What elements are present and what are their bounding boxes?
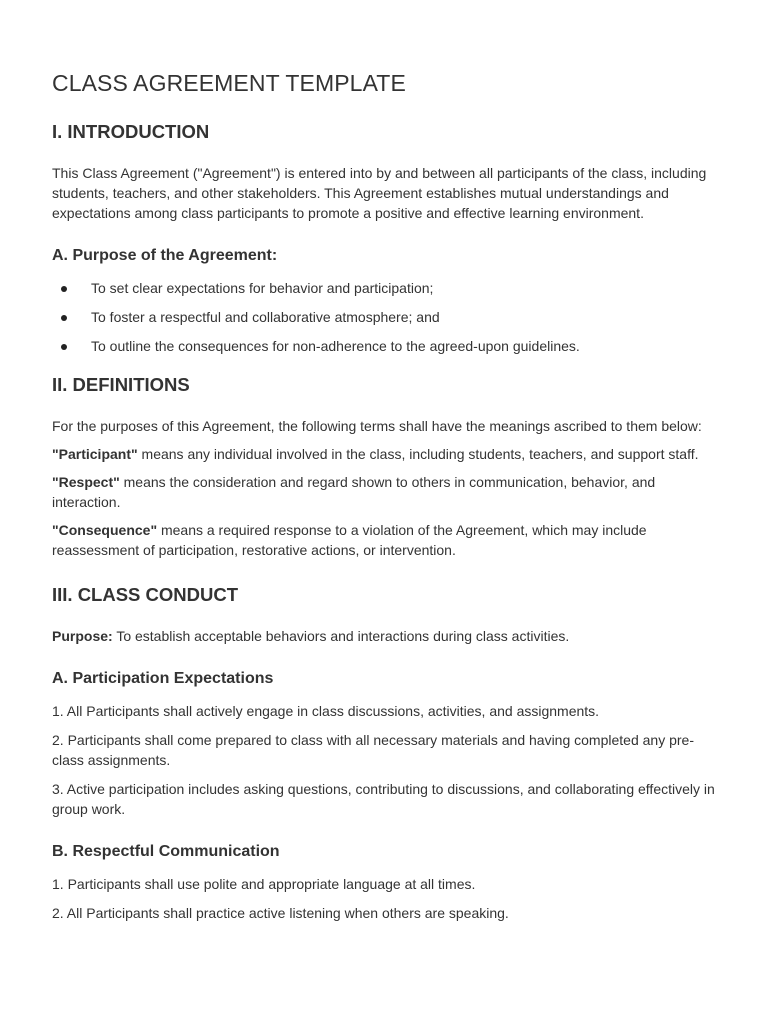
definition-text: means a required response to a violation of the Agreement, which may include reassessment of participation, restorative actions, or intervention. [52, 522, 647, 558]
list-item-text: To set clear expectations for behavior and participation; [91, 280, 434, 296]
respectful-communication-heading: B. Respectful Communication [52, 843, 280, 860]
numbered-item: 2. Participants shall come prepared to class with all necessary materials and having completed any pre-class assignments. [52, 732, 694, 768]
definition-term: "Participant" [52, 446, 138, 462]
list-item-text: To outline the consequences for non-adherence to the agreed-upon guidelines. [91, 338, 580, 354]
bullet-icon [61, 315, 67, 321]
numbered-item: 2. All Participants shall practice active listening when others are speaking. [52, 905, 509, 921]
definition-term: "Respect" [52, 474, 120, 490]
list-item [52, 307, 718, 327]
definition-text: means any individual involved in the class, including students, teachers, and support staff. [137, 446, 699, 462]
list-item [52, 278, 718, 298]
section-introduction-heading: I. INTRODUCTION [52, 121, 210, 142]
conduct-purpose [52, 626, 718, 646]
definitions-intro: For the purposes of this Agreement, the following terms shall have the meanings ascribed to them below: [52, 418, 702, 434]
numbered-item: 1. All Participants shall actively engage in class discussions, activities, and assignments. [52, 703, 600, 719]
bullet-icon [61, 286, 67, 292]
numbered-item: 3. Active participation includes asking questions, contributing to discussions, and collaborating effectively in group work. [52, 781, 715, 817]
numbered-item: 1. Participants shall use polite and appropriate language at all times. [52, 876, 476, 892]
definition-respect [52, 472, 718, 512]
definition-participant [52, 444, 718, 464]
definition-consequence [52, 520, 718, 560]
list-item [52, 336, 718, 356]
purpose-label: Purpose: [52, 628, 113, 644]
purpose-heading: A. Purpose of the Agreement: [52, 247, 278, 264]
list-item-text: To foster a respectful and collaborative atmosphere; and [91, 309, 440, 325]
document-title: CLASS AGREEMENT TEMPLATE [52, 70, 406, 96]
purpose-text: To establish acceptable behaviors and interactions during class activities. [112, 628, 570, 644]
definition-term: "Consequence" [52, 522, 158, 538]
purpose-list [52, 278, 718, 356]
participation-expectations-heading: A. Participation Expectations [52, 670, 274, 687]
bullet-icon [61, 344, 67, 350]
definition-text: means the consideration and regard shown to others in communication, behavior, and interaction. [52, 474, 656, 510]
section-class-conduct-heading: III. CLASS CONDUCT [52, 584, 239, 605]
section-definitions-heading: II. DEFINITIONS [52, 374, 190, 395]
introduction-paragraph: This Class Agreement ("Agreement") is entered into by and between all participants of the class, including students, teachers, and other stakeholders. This Agreement establishes mutual understandings and expectations among class participants to promote a positive and effective learning environment. [52, 165, 707, 221]
